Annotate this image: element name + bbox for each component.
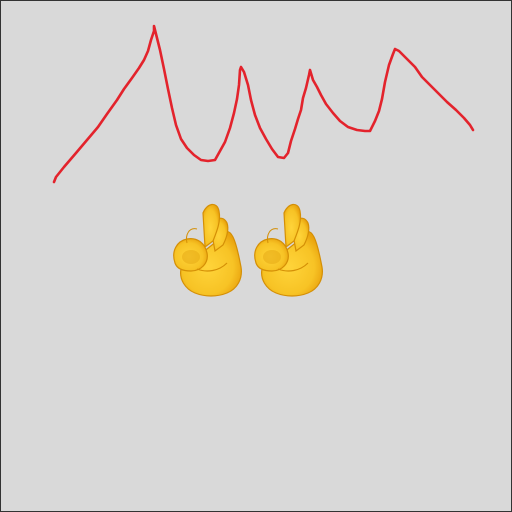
emoji-row <box>1 199 511 309</box>
ok-hand-icon <box>248 199 328 299</box>
ok-hand-icon <box>167 199 247 299</box>
scribble-path <box>54 26 473 182</box>
